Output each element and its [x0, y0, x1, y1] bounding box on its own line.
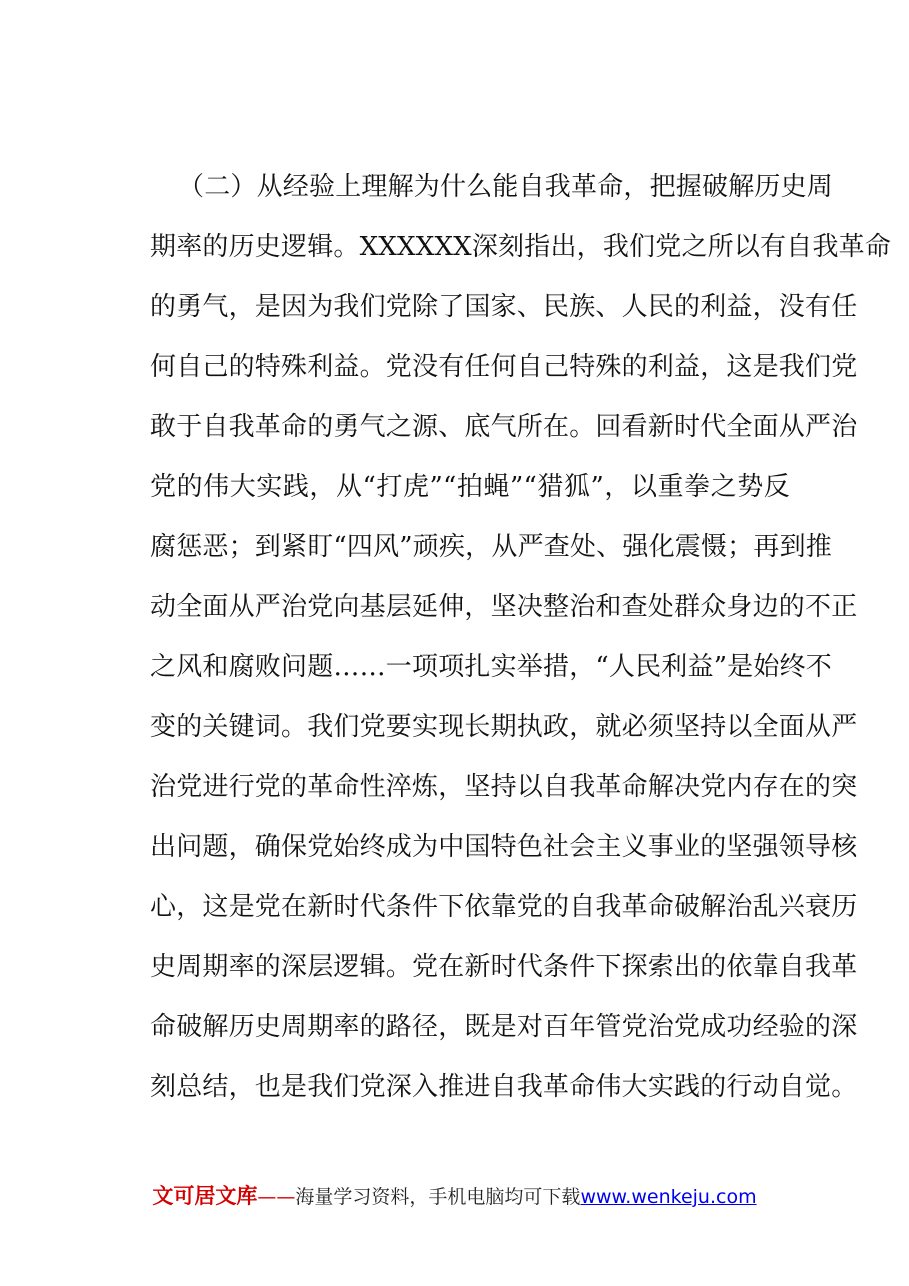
paragraph-line: 变的关键词。我们党要实现长期执政，就必须坚持以全面从严	[150, 712, 858, 742]
paragraph-line: （二）从经验上理解为什么能自我革命，把握破解历史周	[178, 172, 834, 202]
paragraph-line: 党的伟大实践，从“打虎”“拍蝇”“猎狐”，以重拳之势反	[150, 472, 790, 502]
paragraph-line: 治党进行党的革命性淬炼，坚持以自我革命解决党内存在的突	[150, 772, 858, 802]
paragraph-line: 敢于自我革命的勇气之源、底气所在。回看新时代全面从严治	[150, 412, 858, 442]
brand-name: 文可居文库	[152, 1184, 258, 1208]
paragraph-line: 命破解历史周期率的路径，既是对百年管党治党成功经验的深	[150, 1012, 858, 1042]
footer-tagline: 海量学习资料，手机电脑均可下载	[295, 1186, 581, 1208]
paragraph-line: 史周期率的深层逻辑。党在新时代条件下探索出的依靠自我革	[150, 952, 858, 982]
footer-dash: ——	[257, 1186, 296, 1208]
paragraph-line: 腐惩恶；到紧盯“四风”顽疾，从严查处、强化震慑；再到推	[150, 532, 832, 562]
paragraph-line: 动全面从严治党向基层延伸，坚决整治和查处群众身边的不正	[150, 592, 858, 622]
paragraph-line: 的勇气，是因为我们党除了国家、民族、人民的利益，没有任	[150, 292, 858, 322]
paragraph-line: 期率的历史逻辑。XXXXXX深刻指出，我们党之所以有自我革命	[150, 232, 892, 262]
paragraph-line: 何自己的特殊利益。党没有任何自己特殊的利益，这是我们党	[150, 352, 858, 382]
paragraph-line: 刻总结，也是我们党深入推进自我革命伟大实践的行动自觉。	[150, 1072, 858, 1102]
paragraph-line: 出问题，确保党始终成为中国特色社会主义事业的坚强领导核	[150, 832, 858, 862]
footer-banner	[0, 1181, 909, 1212]
site-link[interactable]: www.wenkeju.com	[580, 1186, 757, 1208]
paragraph-line: 之风和腐败问题……一项项扎实举措，“人民利益”是始终不	[150, 652, 832, 682]
paragraph-line: 心，这是党在新时代条件下依靠党的自我革命破解治乱兴衰历	[150, 892, 858, 922]
paragraph-body	[150, 157, 892, 1117]
